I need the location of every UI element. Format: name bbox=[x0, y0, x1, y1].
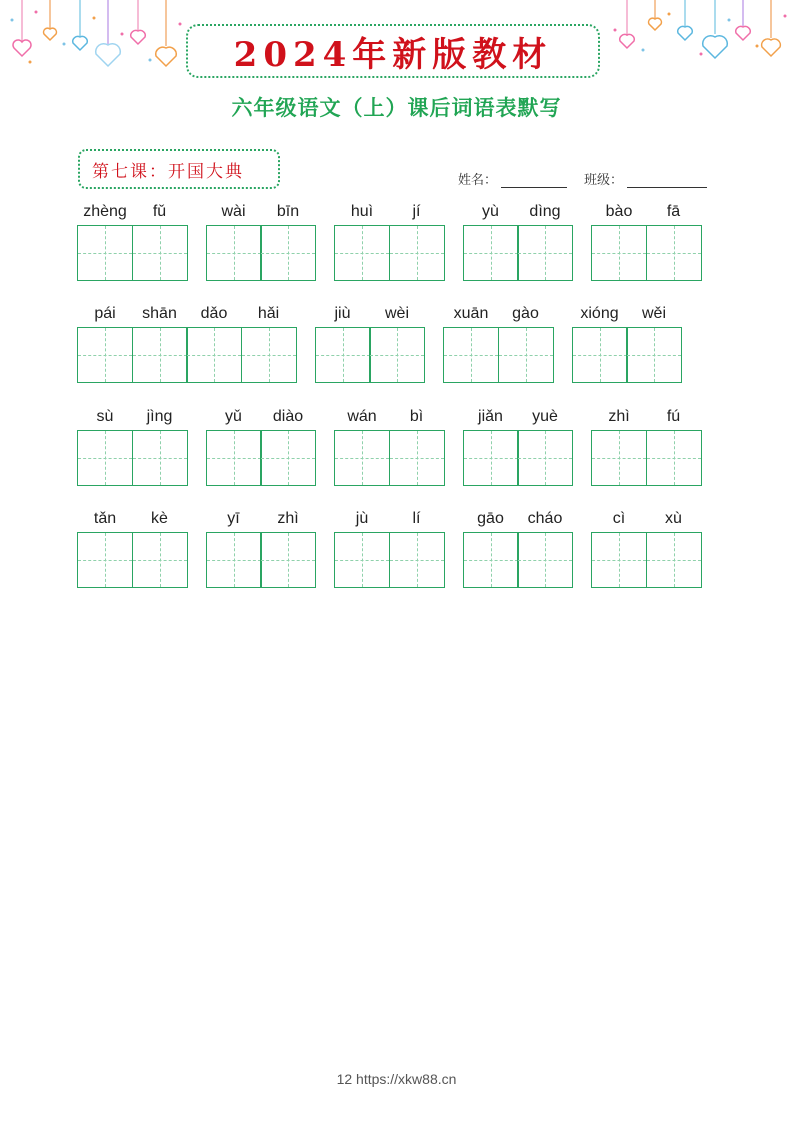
writing-boxes bbox=[315, 327, 426, 383]
pinyin-label: dìng bbox=[529, 203, 561, 220]
writing-boxes bbox=[334, 225, 445, 281]
pinyin-label: diào bbox=[272, 408, 304, 425]
page-title: 2024年新版教材 bbox=[233, 34, 553, 75]
writing-cell[interactable] bbox=[260, 430, 316, 486]
pinyin-label: xù bbox=[665, 510, 682, 527]
word-row bbox=[0, 203, 793, 295]
writing-boxes bbox=[77, 532, 188, 588]
class-field bbox=[584, 169, 707, 188]
writing-cell[interactable] bbox=[591, 532, 647, 588]
writing-cell[interactable] bbox=[517, 532, 573, 588]
pinyin-label: jiǎn bbox=[478, 408, 503, 425]
writing-boxes bbox=[591, 532, 702, 588]
pinyin-label: zhì bbox=[608, 408, 630, 425]
lesson-title: 第七课：开国大典 bbox=[92, 161, 244, 182]
class-label: 班级： bbox=[584, 173, 624, 188]
pinyin-label: cì bbox=[612, 510, 626, 527]
writing-cell[interactable] bbox=[572, 327, 628, 383]
writing-cell[interactable] bbox=[369, 327, 425, 383]
writing-boxes bbox=[77, 327, 297, 383]
pinyin-label: fú bbox=[666, 408, 681, 425]
pinyin-label: yù bbox=[482, 203, 499, 220]
writing-cell[interactable] bbox=[77, 430, 133, 486]
writing-cell[interactable] bbox=[389, 225, 445, 281]
writing-cell[interactable] bbox=[517, 225, 573, 281]
pinyin-label: bì bbox=[409, 408, 424, 425]
pinyin-label: jí bbox=[412, 203, 421, 220]
writing-boxes bbox=[334, 430, 445, 486]
writing-cell[interactable] bbox=[206, 532, 262, 588]
writing-cell[interactable] bbox=[626, 327, 682, 383]
page-footer: 12 https://xkw88.cn bbox=[336, 1071, 457, 1087]
writing-cell[interactable] bbox=[517, 430, 573, 486]
class-blank-line bbox=[627, 173, 707, 188]
hanging-hearts-right-decoration bbox=[603, 0, 793, 80]
writing-cell[interactable] bbox=[463, 532, 519, 588]
writing-cell[interactable] bbox=[463, 225, 519, 281]
pinyin-label: cháo bbox=[527, 510, 563, 527]
pinyin-label: xuān bbox=[453, 305, 489, 322]
writing-boxes bbox=[463, 532, 574, 588]
writing-cell[interactable] bbox=[334, 225, 390, 281]
pinyin-label: dǎo bbox=[200, 305, 228, 322]
writing-cell[interactable] bbox=[241, 327, 297, 383]
writing-cell[interactable] bbox=[591, 430, 647, 486]
pinyin-label: bīn bbox=[276, 203, 300, 220]
writing-cell[interactable] bbox=[77, 532, 133, 588]
pinyin-label: yuè bbox=[532, 408, 558, 425]
pinyin-label: kè bbox=[151, 510, 168, 527]
pinyin-label: wěi bbox=[641, 305, 666, 322]
pinyin-label: lí bbox=[412, 510, 421, 527]
pinyin-label: zhì bbox=[277, 510, 299, 527]
page-subtitle: 六年级语文（上）课后词语表默写 bbox=[231, 96, 562, 120]
writing-boxes bbox=[206, 225, 317, 281]
writing-cell[interactable] bbox=[389, 532, 445, 588]
word-row bbox=[0, 305, 793, 397]
writing-cell[interactable] bbox=[206, 225, 262, 281]
pinyin-label: wài bbox=[221, 203, 246, 220]
writing-cell[interactable] bbox=[77, 327, 133, 383]
writing-cell[interactable] bbox=[646, 225, 702, 281]
title-banner bbox=[186, 24, 600, 78]
word-row bbox=[0, 510, 793, 602]
pinyin-label: fǔ bbox=[152, 203, 167, 220]
pinyin-label: jìng bbox=[146, 408, 173, 425]
lesson-label-box bbox=[78, 149, 280, 189]
pinyin-label: jiù bbox=[334, 305, 351, 322]
pinyin-label: wán bbox=[347, 408, 377, 425]
writing-boxes bbox=[206, 532, 317, 588]
writing-boxes bbox=[334, 532, 445, 588]
pinyin-label: yǔ bbox=[225, 408, 242, 425]
pinyin-label: jù bbox=[355, 510, 369, 527]
writing-cell[interactable] bbox=[77, 225, 133, 281]
word-row bbox=[0, 408, 793, 500]
writing-cell[interactable] bbox=[132, 327, 188, 383]
writing-cell[interactable] bbox=[186, 327, 242, 383]
writing-cell[interactable] bbox=[206, 430, 262, 486]
writing-cell[interactable] bbox=[334, 430, 390, 486]
writing-cell[interactable] bbox=[389, 430, 445, 486]
pinyin-label: tǎn bbox=[93, 510, 117, 527]
pinyin-label: huì bbox=[350, 203, 374, 220]
writing-boxes bbox=[463, 430, 574, 486]
writing-cell[interactable] bbox=[132, 430, 188, 486]
writing-boxes bbox=[206, 430, 317, 486]
writing-boxes bbox=[463, 225, 574, 281]
writing-cell[interactable] bbox=[463, 430, 519, 486]
writing-boxes bbox=[443, 327, 554, 383]
pinyin-label: sù bbox=[96, 408, 114, 425]
writing-cell[interactable] bbox=[132, 225, 188, 281]
pinyin-label: yī bbox=[227, 510, 240, 527]
writing-boxes bbox=[591, 430, 702, 486]
name-label: 姓名： bbox=[458, 173, 498, 188]
pinyin-label: gào bbox=[512, 305, 539, 322]
name-blank-line bbox=[501, 173, 567, 188]
pinyin-label: wèi bbox=[384, 305, 409, 322]
pinyin-label: shān bbox=[142, 305, 177, 322]
pinyin-label: zhèng bbox=[83, 203, 127, 220]
writing-boxes bbox=[77, 430, 188, 486]
name-field bbox=[458, 169, 567, 188]
writing-cell[interactable] bbox=[132, 532, 188, 588]
pinyin-label: pái bbox=[94, 305, 116, 322]
writing-boxes bbox=[572, 327, 683, 383]
writing-cell[interactable] bbox=[646, 532, 702, 588]
pinyin-label: hǎi bbox=[257, 305, 280, 322]
writing-cell[interactable] bbox=[498, 327, 554, 383]
pinyin-label: fā bbox=[666, 203, 681, 220]
writing-boxes bbox=[77, 225, 188, 281]
writing-cell[interactable] bbox=[315, 327, 371, 383]
pinyin-label: gāo bbox=[477, 510, 504, 527]
pinyin-label: xióng bbox=[580, 305, 619, 322]
writing-cell[interactable] bbox=[591, 225, 647, 281]
writing-cell[interactable] bbox=[646, 430, 702, 486]
writing-cell[interactable] bbox=[260, 532, 316, 588]
writing-boxes bbox=[591, 225, 702, 281]
pinyin-label: bào bbox=[605, 203, 633, 220]
writing-cell[interactable] bbox=[260, 225, 316, 281]
writing-cell[interactable] bbox=[443, 327, 499, 383]
hanging-hearts-left-decoration bbox=[0, 0, 200, 80]
writing-cell[interactable] bbox=[334, 532, 390, 588]
